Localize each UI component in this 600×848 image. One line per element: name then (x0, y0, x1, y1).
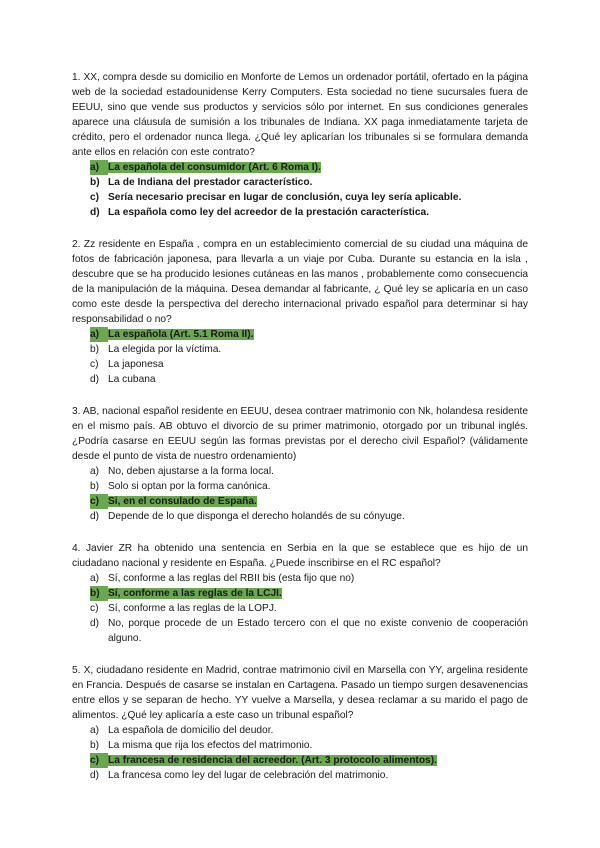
option-letter: b) (90, 586, 108, 601)
answer-option (72, 768, 528, 783)
option-letter: b) (90, 177, 100, 188)
answer-option-correct (72, 327, 528, 342)
question-text: 2. Zz residente en España , compra en un establecimiento comercial de su ciudad una máquina de fotos de fabricación japonesa, para llevarla a un viaje por Cuba. Durante su estancia en la isla , descubre que se ha producido lesiones cutáneas en las manos , probablemente como consecuencia de la manipulación de la máquina. Desea demandar al fabricante, ¿ Qué ley se aplicaría en un caso como este desde la perspectiva del derecho internacional privado español para determinar si hay responsabilidad o no? (72, 239, 528, 325)
option-text: Sí, conforme a las reglas del RBII bis (esta fijo que no) (108, 573, 355, 584)
option-text: Sería necesario precisar en lugar de conclusión, cuya ley sería aplicable. (108, 192, 462, 203)
answer-option-correct (72, 494, 528, 509)
option-letter: d) (90, 618, 100, 629)
answer-option (72, 601, 528, 616)
question-block (72, 404, 528, 524)
answer-option (72, 190, 528, 205)
option-text: La cubana (108, 374, 156, 385)
answer-option (72, 509, 528, 524)
option-letter: c) (90, 192, 100, 203)
answer-option (72, 464, 528, 479)
option-text: Depende de lo que disponga el derecho holandés de su cónyuge. (108, 511, 405, 522)
option-text: La francesa como ley del lugar de celebración del matrimonio. (108, 770, 389, 781)
option-letter: d) (90, 207, 100, 218)
option-text: No, porque procede de un Estado tercero con el que no existe convenio de cooperación alguno. (108, 618, 528, 644)
option-text: Sí, conforme a las reglas de la LOPJ. (108, 603, 277, 614)
option-text (108, 494, 528, 509)
option-text (108, 327, 528, 342)
question-text: 1. XX, compra desde su domicilio en Monforte de Lemos un ordenador portátil, ofertado en la página web de la sociedad estadounidense Kerry Computers. Esta sociedad no tiene sucursales fuera de EEUU, sino que vende sus productos y servicios sólo por internet. En sus condiciones generales aparece una cláusula de sumisión a los tribunales de Indiana. XX paga inmediatamente tarjeta de crédito, pero el ordenador nunca llega. ¿Qué ley aplicarían los tribunales si se formulara demanda ante ellos en relación con este contrato? (72, 72, 528, 158)
answer-option (72, 738, 528, 753)
option-letter: d) (90, 374, 100, 385)
answer-options (72, 160, 528, 220)
answer-option-correct (72, 753, 528, 768)
option-letter: a) (90, 160, 108, 175)
answer-option (72, 616, 528, 646)
option-text: La elegida por la víctima. (108, 344, 222, 355)
option-text: La española como ley del acreedor de la prestación característica. (108, 207, 430, 218)
option-letter: c) (90, 494, 108, 509)
option-text: La de Indiana del prestador característico. (108, 177, 313, 188)
answer-option-correct (72, 160, 528, 175)
answer-option (72, 372, 528, 387)
option-letter: a) (90, 573, 100, 584)
answer-options (72, 571, 528, 646)
option-letter: a) (90, 466, 100, 477)
option-letter: c) (90, 359, 99, 370)
option-letter: c) (90, 753, 108, 768)
option-letter: b) (90, 481, 100, 492)
highlight-mark: La francesa de residencia del acreedor. (Art. 3 protocolo alimentos). (108, 755, 437, 766)
option-letter: a) (90, 327, 108, 342)
option-letter: d) (90, 511, 100, 522)
highlight-mark: Sí, conforme a las reglas de la LCJI. (108, 588, 282, 599)
option-text: La española de domicilio del deudor. (108, 725, 274, 736)
option-text: Solo si optan por la forma canónica. (108, 481, 271, 492)
question-block (72, 663, 528, 783)
question-text: 4. Javier ZR ha obtenido una sentencia en Serbia en la que se establece que es hijo de un ciudadano nacional y residente en España. ¿Puede inscribirse en el RC español? (72, 543, 528, 569)
option-text: La misma que rija los efectos del matrimonio. (108, 740, 313, 751)
question-block (72, 70, 528, 220)
document-page (72, 70, 528, 800)
option-text (108, 753, 528, 768)
answer-option (72, 342, 528, 357)
highlight-mark: Si, en el consulado de España. (108, 496, 257, 507)
answer-options (72, 723, 528, 783)
answer-option-correct (72, 586, 528, 601)
option-text: La japonesa (108, 359, 164, 370)
question-block (72, 541, 528, 646)
question-block (72, 237, 528, 387)
question-text: 3. AB, nacional español residente en EEUU, desea contraer matrimonio con Nk, holandesa residente en el mismo país. AB obtuvo el divorcio de su primer matrimonio, otorgado por un tribunal inglés. ¿Podría casarse en EEUU según las formas previstas por el derecho civil Español? (válidamente desde el punto de vista de nuestro ordenamiento) (72, 406, 528, 462)
answer-option (72, 571, 528, 586)
highlight-mark: La española (Art. 5.1 Roma II). (108, 329, 254, 340)
option-letter: b) (90, 344, 100, 355)
option-letter: b) (90, 740, 100, 751)
highlight-mark: La española del consumidor (Art. 6 Roma I). (108, 162, 321, 173)
answer-option (72, 175, 528, 190)
answer-option (72, 205, 528, 220)
question-text: 5. X, ciudadano residente en Madrid, contrae matrimonio civil en Marsella con YY, argelina residente en Francia. Después de casarse se instalan en Cartagena. Pasado un tiempo surgen desavenencias entre ellos y se separan de hecho. YY vuelve a Marsella, y desea reclamar a su marido el pago de alimentos. ¿Qué ley aplicaría a este caso un tribunal español? (72, 665, 528, 721)
option-letter: a) (90, 725, 100, 736)
option-letter: c) (90, 603, 99, 614)
answer-options (72, 464, 528, 524)
option-letter: d) (90, 770, 100, 781)
option-text: No, deben ajustarse a la forma local. (108, 466, 274, 477)
answer-options (72, 327, 528, 387)
answer-option (72, 357, 528, 372)
answer-option (72, 479, 528, 494)
answer-option (72, 723, 528, 738)
option-text (108, 586, 528, 601)
option-text (108, 160, 528, 175)
